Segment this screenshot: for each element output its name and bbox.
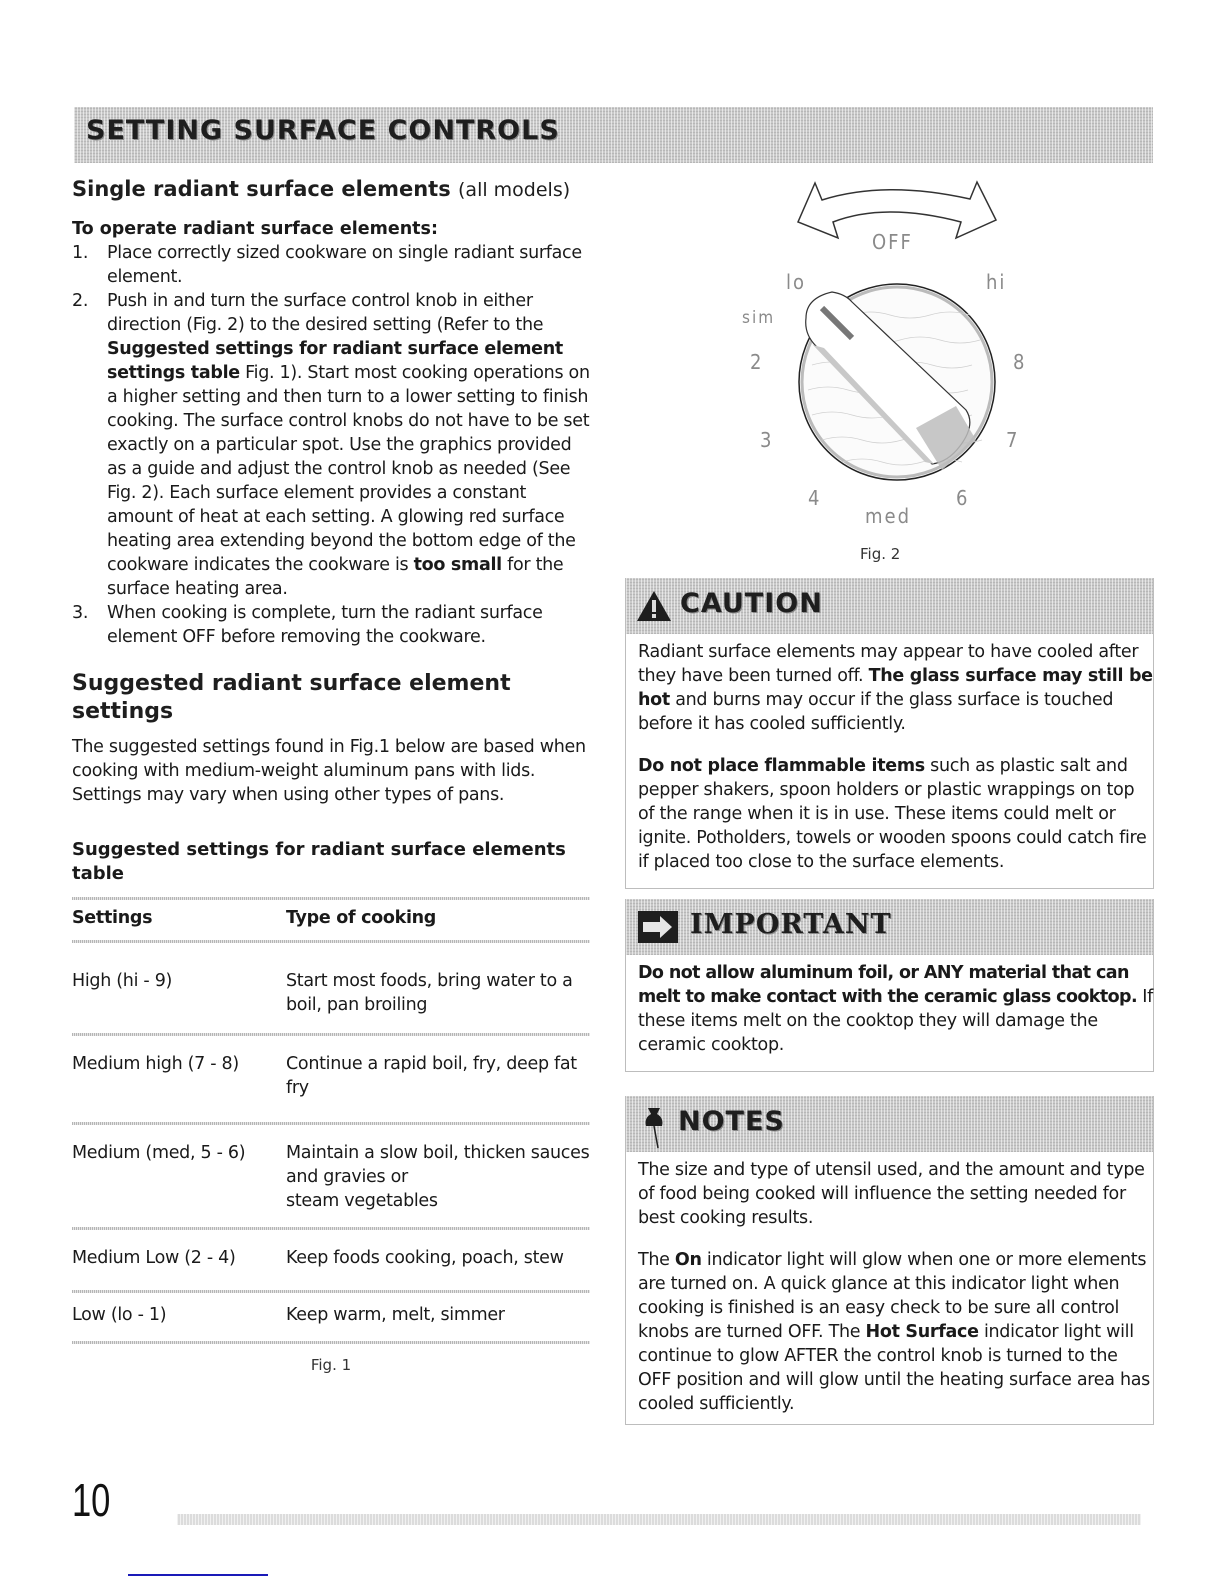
heading-note: (all models) bbox=[458, 179, 571, 201]
figure-2-caption: Fig. 2 bbox=[860, 545, 901, 563]
suggested-intro: The suggested settings found in Fig.1 below are based when cooking with medium-weight aluminum pans with lids. Settings may vary when using other types of pans. bbox=[72, 737, 586, 805]
table-row: Medium (med, 5 - 6) Maintain a slow boil, thicken sauces and gravies or steam vegetables bbox=[72, 1143, 590, 1211]
procedure-title: To operate radiant surface elements: bbox=[72, 219, 438, 239]
dial-label-8: 8 bbox=[1013, 350, 1027, 374]
notes-paragraph: The On indicator light will glow when one or more elements are turned on. A quick glance at this indicator light when cooking is finished is an easy check to be sure all control knobs are turned OFF. The Hot Surface indicator light will continue to glow AFTER the control knob is turned to the OFF position and will glow until the heating surface area has cooled sufficiently. bbox=[638, 1250, 1150, 1414]
single-elements-section bbox=[72, 176, 592, 649]
table-title: Suggested settings for radiant surface elements table bbox=[72, 839, 566, 884]
important-body: Do not allow aluminum foil, or ANY material that can melt to make contact with the ceramic glass cooktop. If these items melt on the cooktop they will damage the ceramic cooktop. bbox=[638, 963, 1154, 1055]
caution-header bbox=[626, 578, 1153, 634]
caution-paragraph: Radiant surface elements may appear to have cooled after they have been turned off. The glass surface may still be hot and burns may occur if the glass surface is touched before it has cooled sufficiently. bbox=[638, 642, 1153, 734]
page-number: 10 bbox=[72, 1474, 111, 1526]
dial-label-hi: hi bbox=[986, 270, 1007, 294]
column-header-settings: Settings bbox=[72, 908, 153, 928]
dial-label-2: 2 bbox=[750, 350, 764, 374]
important-box bbox=[625, 899, 1154, 1072]
warning-triangle-icon bbox=[636, 590, 672, 622]
step-item: 3. When cooking is complete, turn the radiant surface element OFF before removing the cookware. bbox=[72, 603, 543, 647]
dial-label-lo: lo bbox=[786, 270, 807, 294]
caution-box bbox=[625, 578, 1154, 889]
suggested-heading: Suggested radiant surface element settings bbox=[72, 671, 511, 724]
notes-paragraph: The size and type of utensil used, and the amount and type of food being cooked will influence the setting needed for best cooking results. bbox=[638, 1160, 1145, 1228]
table-row: Low (lo - 1) Keep warm, melt, simmer bbox=[72, 1305, 505, 1325]
pushpin-icon bbox=[642, 1106, 668, 1150]
important-title: IMPORTANT bbox=[690, 909, 892, 940]
control-knob-figure bbox=[720, 170, 1050, 570]
suggested-settings-section bbox=[72, 670, 542, 726]
settings-table bbox=[72, 897, 590, 1374]
single-elements-heading: Single radiant surface elements (all models) bbox=[72, 177, 571, 201]
notes-title: NOTES bbox=[678, 1106, 785, 1137]
dial-label-3: 3 bbox=[760, 428, 774, 452]
footer-blue-line bbox=[128, 1574, 268, 1576]
step-item: 1. Place correctly sized cookware on single radiant surface element. bbox=[72, 243, 582, 287]
figure-1-caption: Fig. 1 bbox=[310, 1356, 352, 1374]
dial-label-sim: sim bbox=[742, 308, 776, 328]
dial-label-6: 6 bbox=[956, 486, 970, 510]
section-title: SETTING SURFACE CONTROLS bbox=[86, 115, 560, 146]
table-reference: Suggested settings for radiant surface element settings table bbox=[107, 339, 563, 383]
arrow-right-box-icon bbox=[638, 911, 678, 943]
procedure-steps bbox=[72, 241, 592, 649]
table-row: Medium high (7 - 8) Continue a rapid boil, fry, deep fat fry bbox=[72, 1054, 577, 1098]
section-header-band bbox=[74, 107, 1153, 163]
important-header bbox=[626, 899, 1153, 955]
dial-label-off: OFF bbox=[872, 230, 913, 254]
table-header-row bbox=[72, 900, 590, 940]
column-header-type: Type of cooking bbox=[286, 908, 437, 928]
notes-header bbox=[626, 1096, 1153, 1152]
notes-body bbox=[626, 1152, 1153, 1424]
caution-title: CAUTION bbox=[680, 588, 823, 619]
notes-box bbox=[625, 1096, 1154, 1425]
table-row: High (hi - 9) Start most foods, bring water to a boil, pan broiling bbox=[72, 971, 573, 1015]
footer-band bbox=[177, 1514, 1141, 1525]
step-item: 2. Push in and turn the surface control knob in either direction (Fig. 2) to the desired setting (Refer to the Suggested settings for radiant surface element settings table Fig. 1). Start most cooking operations on a higher setting and then turn to a lower setting to finish cooking. The surface control knobs do not have to be set exactly on a particular spot. Use the graphics provided as a guide and adjust the control knob as needed (See Fig. 2). Each surface element provides a constant amount of heat at each setting. A glowing red surface heating area extending beyond the bottom edge of the cookware indicates the cookware is too small for the surface heating area. bbox=[72, 291, 590, 599]
dial-label-4: 4 bbox=[808, 486, 822, 510]
caution-paragraph: Do not place flammable items such as plastic salt and pepper shakers, spoon holders or plastic wrappings on top of the range when it is in use. These items could melt or ignite. Potholders, towels or wooden spoons could catch fire if placed too close to the surface elements. bbox=[638, 756, 1147, 872]
table-row: Medium Low (2 - 4) Keep foods cooking, poach, stew bbox=[72, 1248, 564, 1268]
dial-label-med: med bbox=[865, 504, 912, 528]
caution-body bbox=[626, 634, 1153, 882]
dial-label-7: 7 bbox=[1006, 428, 1020, 452]
